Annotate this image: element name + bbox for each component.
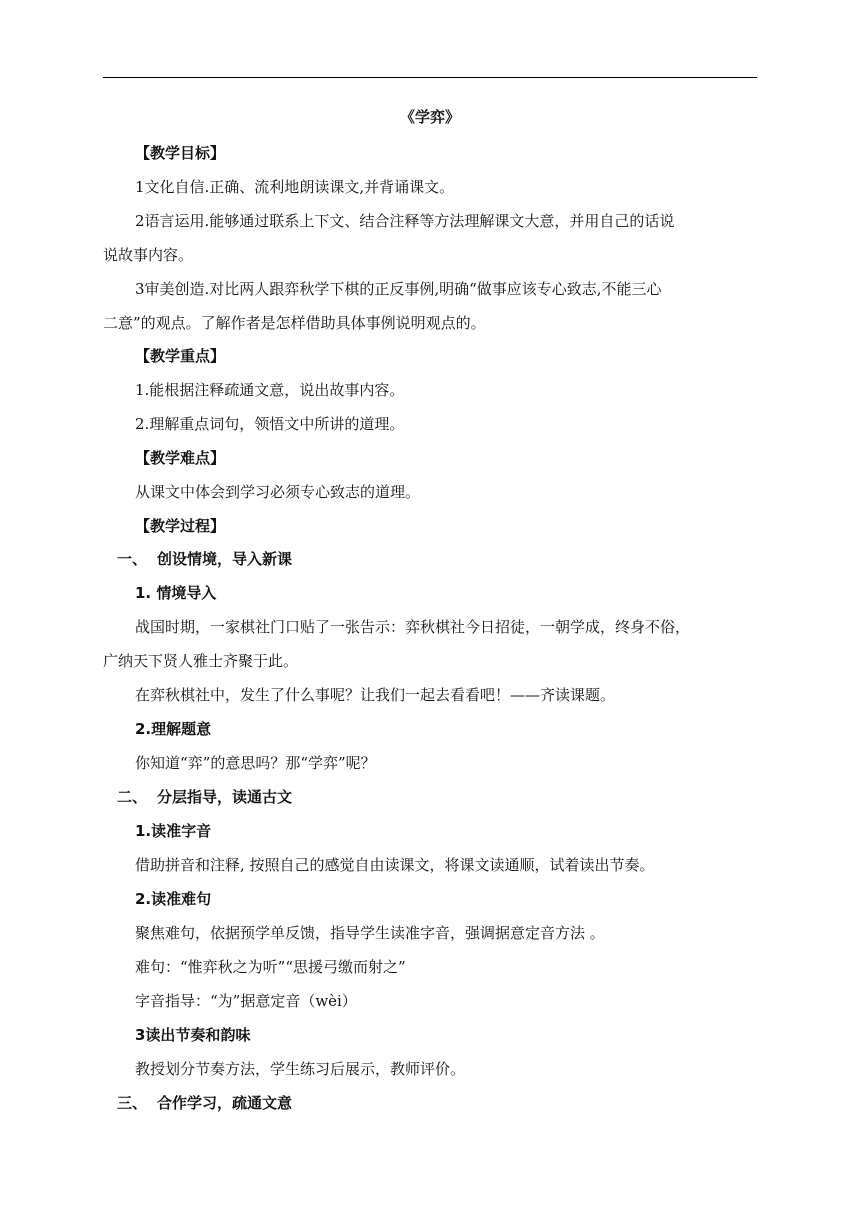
section-2-2-para3: 字音指导：“为”据意定音（wèi）: [135, 992, 357, 1010]
section-3-title: 合作学习，疏通文意: [157, 1094, 293, 1112]
section-2-title: 分层指导，读通古文: [157, 788, 293, 806]
goal-2-line2: 说故事内容。: [103, 246, 194, 264]
key-points-heading: 【教学重点】: [135, 347, 226, 365]
section-1-2-para: 你知道“弈”的意思吗？那“学弈”呢？: [135, 754, 376, 772]
goal-2-line1: 2语言运用.能够通过联系上下文、结合注释等方法理解课文大意，并用自己的话说: [135, 212, 675, 230]
section-3-number: 三、: [117, 1094, 148, 1112]
key-point-1: 1.能根据注释疏通文意，说出故事内容。: [135, 381, 405, 399]
key-point-2: 2.理解重点词句，领悟文中所讲的道理。: [135, 415, 405, 433]
difficulty-1: 从课文中体会到学习必须专心致志的道理。: [135, 483, 421, 501]
section-1-heading: [103, 548, 771, 570]
section-2-1-heading: 1.读准字音: [135, 822, 212, 840]
section-1-2-heading: 2.理解题意: [135, 720, 212, 738]
header-rule: [103, 77, 757, 78]
section-2-2-para2: 难句：“惟弈秋之为听”“思援弓缴而射之”: [135, 958, 406, 976]
difficulty-heading: 【教学难点】: [135, 449, 226, 467]
section-1-1-para1-line1: 战国时期，一家棋社门口贴了一张告示：弈秋棋社今日招徒，一朝学成，终身不俗，: [135, 618, 691, 636]
section-1-1-para1-line2: 广纳天下贤人雅士齐聚于此。: [103, 652, 299, 670]
goal-1: 1文化自信.正确、流利地朗读课文,并背诵课文。: [135, 178, 455, 196]
process-heading: 【教学过程】: [135, 517, 226, 535]
section-2-1-para: 借助拼音和注释, 按照自己的感觉自由读课文，将课文读通顺，试着读出节奏。: [135, 856, 655, 874]
section-2-heading: [103, 786, 771, 808]
goals-heading: 【教学目标】: [135, 144, 226, 162]
section-2-3-para: 教授划分节奏方法，学生练习后展示，教师评价。: [135, 1060, 466, 1078]
section-3-heading: [103, 1092, 771, 1114]
page-title: 《学弈》: [399, 108, 460, 126]
section-1-1-para2: 在弈秋棋社中，发生了什么事呢？让我们一起去看看吧！——齐读课题。: [135, 686, 616, 704]
section-1-title: 创设情境，导入新课: [157, 550, 293, 568]
section-1-number: 一、: [117, 550, 148, 568]
section-2-2-heading: 2.读准难句: [135, 890, 212, 908]
section-2-2-para1: 聚焦难句，依据预学单反馈，指导学生读准字音，强调据意定音方法 。: [135, 924, 605, 942]
goal-3-line2: 二意”的观点。了解作者是怎样借助具体事例说明观点的。: [103, 314, 486, 332]
goal-3-line1: 3审美创造.对比两人跟弈秋学下棋的正反事例,明确“做事应该专心致志,不能三心: [135, 280, 662, 298]
section-2-number: 二、: [117, 788, 148, 806]
section-1-1-heading: 1. 情境导入: [135, 584, 217, 602]
section-2-3-heading: 3读出节奏和韵味: [135, 1026, 251, 1044]
